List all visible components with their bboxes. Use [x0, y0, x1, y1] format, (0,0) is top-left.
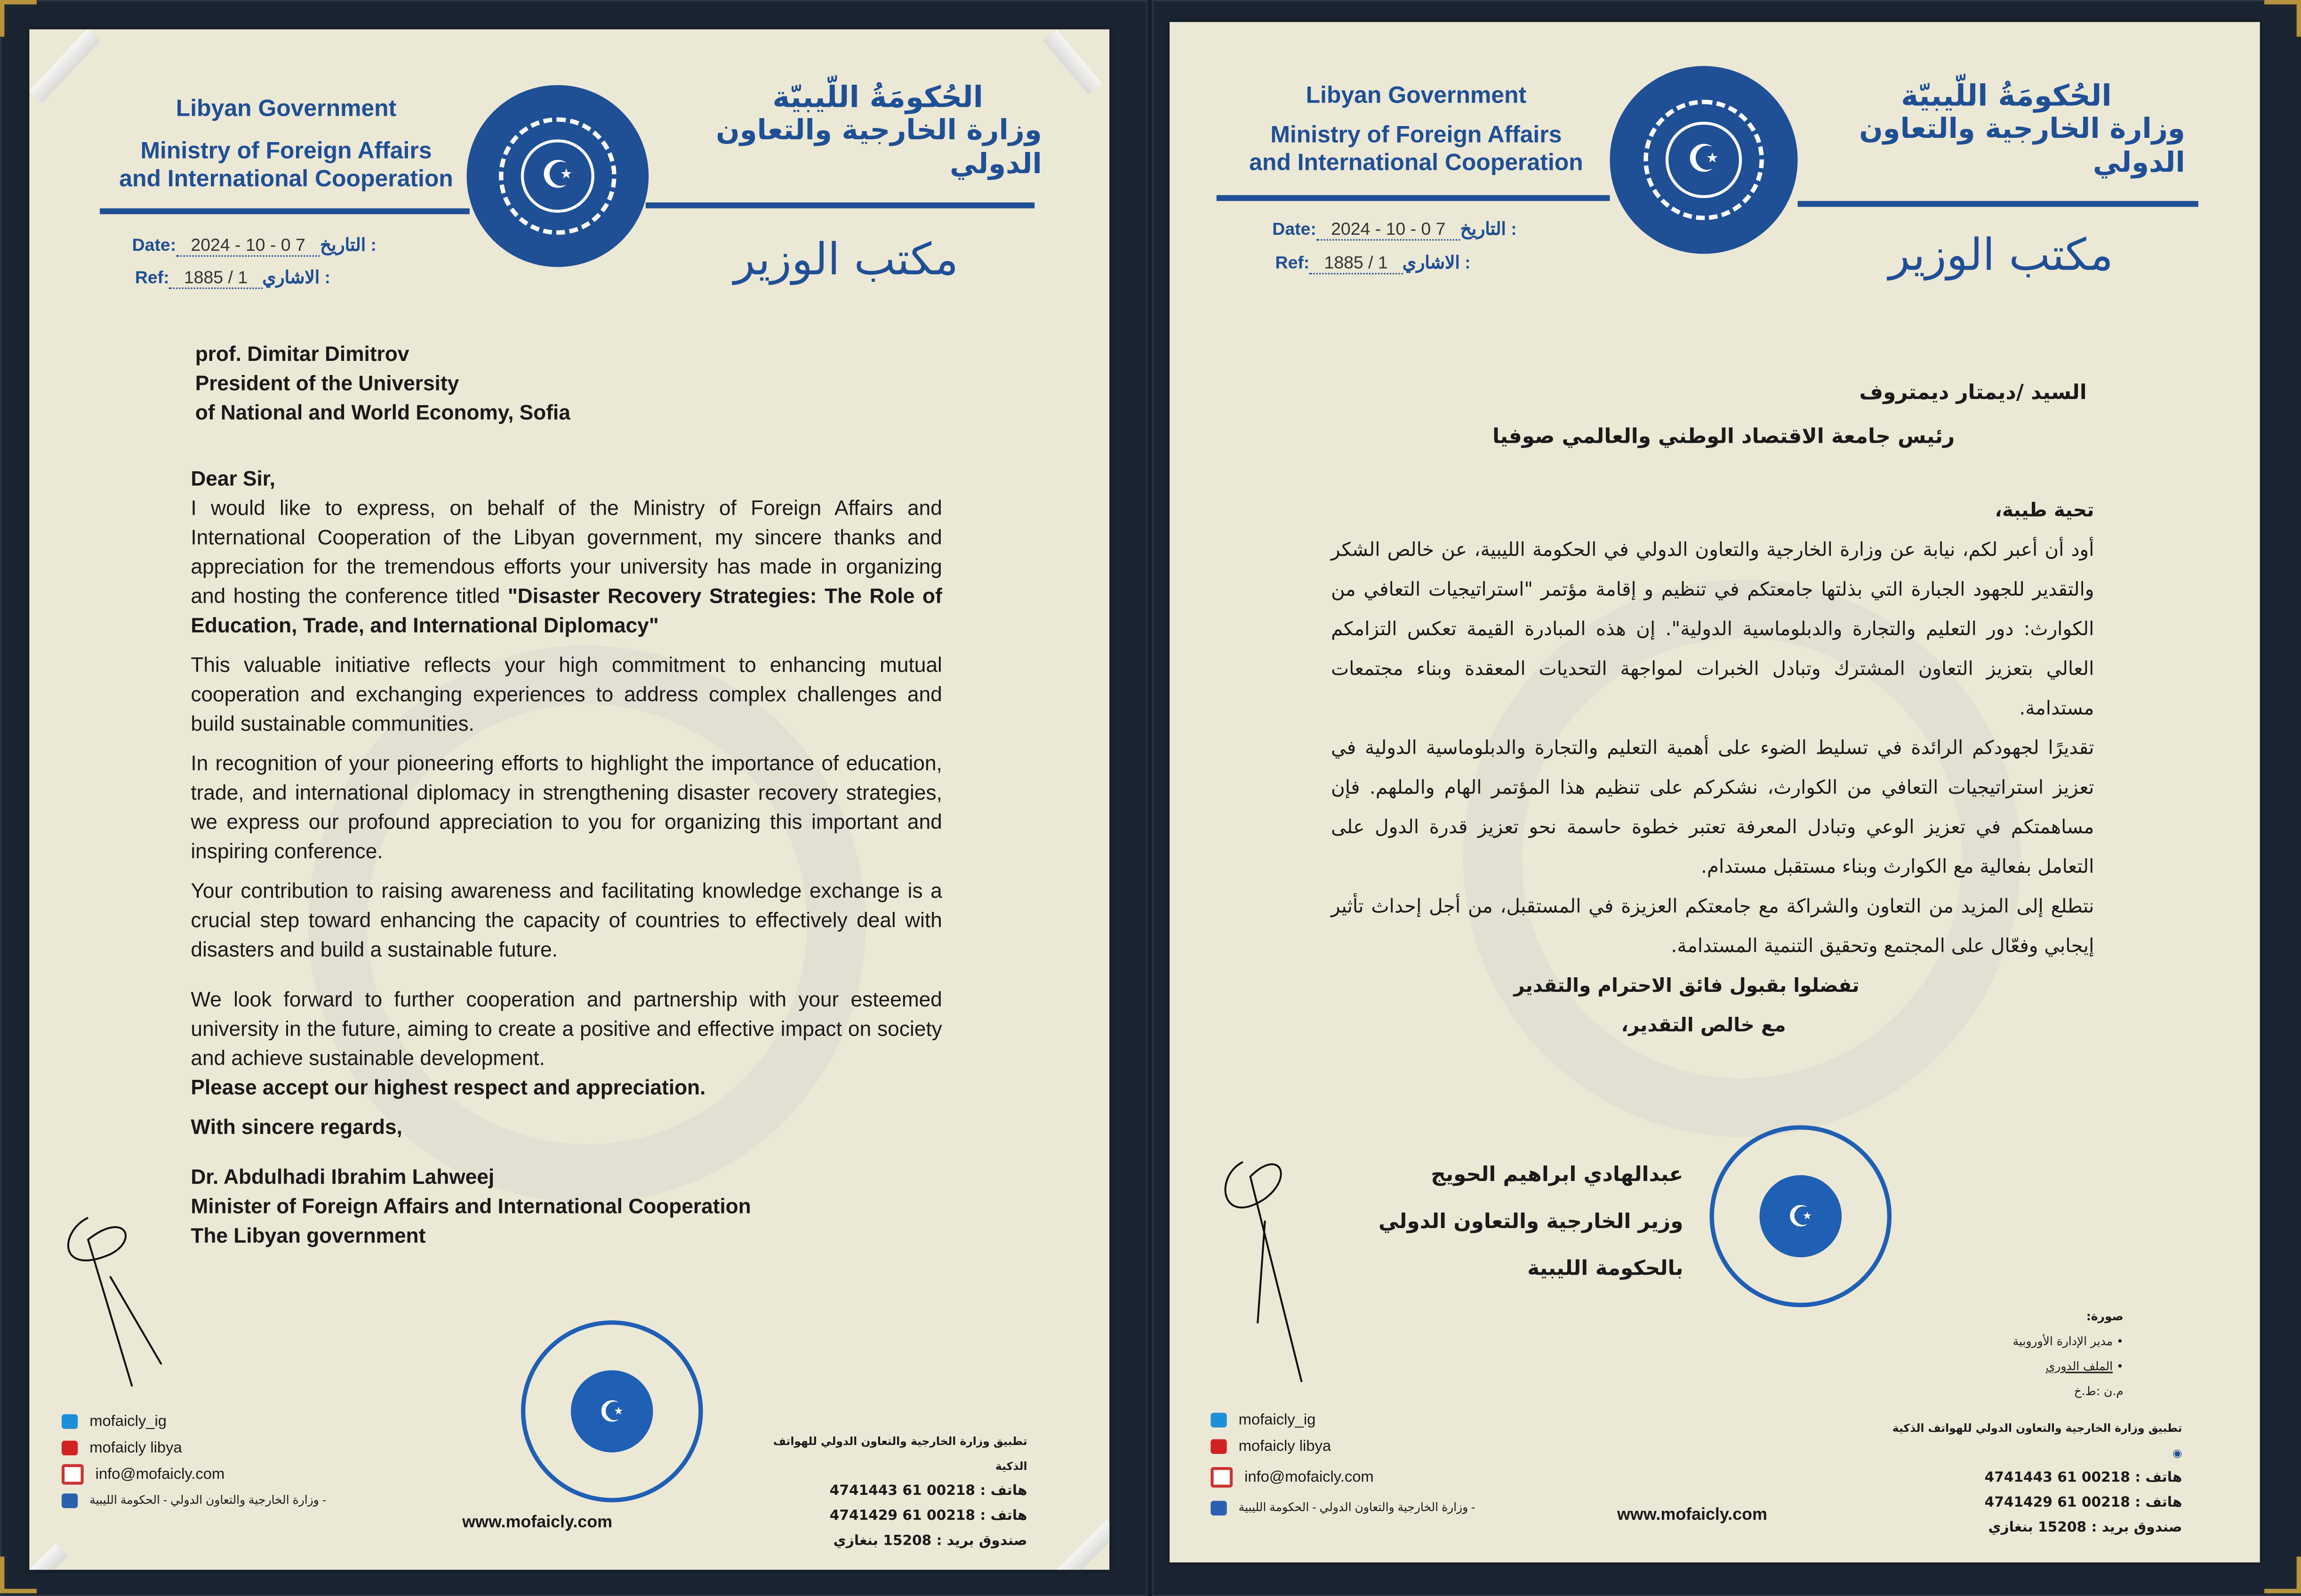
corner-ribbon — [1057, 1520, 1109, 1570]
ref-field: Ref: 1885 / 1 الاشاري : — [135, 267, 330, 287]
twitter-link[interactable]: mofaicly_ig — [62, 1408, 326, 1435]
minister-office: مكتب الوزير — [1888, 230, 2114, 282]
header-cooperation: and International Cooperation — [119, 167, 453, 192]
youtube-link[interactable]: mofaicly libya — [1211, 1433, 1475, 1460]
folder-corner — [2264, 0, 2301, 37]
government-emblem: ☪ — [1610, 66, 1797, 254]
signature — [1206, 1140, 1323, 1389]
header-gov: Libyan Government — [176, 96, 397, 122]
facebook-icon — [1211, 1500, 1227, 1515]
website-link[interactable]: www.mofaicly.com — [1617, 1507, 1767, 1524]
letter-body: Dear Sir, I would like to express, on behalf of the Ministry of Foreign Affairs and International Cooperation of the Libyan government, my sincere thanks and appreciation for the tremendous efforts your university has made in organizing and hosting the conference titled "Disaster Recovery Strategies: The Role of Education, Trade, and International Diplomacy" This valuable initiative reflects your high commitment to enhancing mutual cooperation and exchanging experiences to address complex challenges and build sustainable communities. In recognition of your pioneering efforts to highlight the importance of education, trade, and international diplomacy in strengthening disaster recovery strategies, we express our profound appreciation to you for organizing this important and inspiring conference. Your contribution to raising awareness and facilitating knowledge exchange is a crucial step toward enhancing the capacity of countries to effectively deal with disasters and build a sustainable future. We look forward to further cooperation and partnership with your esteemed university in the future, aiming to create a positive and effective impact on society and achieve sustainable development. Please accept our highest respect and appreciation. With sincere regards, Dr. Abdulhadi Ibrahim Lahweej Minister of Foreign Affairs and International Cooperation The Libyan government — [191, 465, 942, 1251]
corner-ribbon — [29, 29, 100, 103]
twitter-icon — [1211, 1413, 1227, 1428]
header-ar-ministry: وزارة الخارجية والتعاون الدولي — [1859, 113, 2185, 179]
corner-ribbon — [29, 1544, 68, 1570]
header-rule — [646, 202, 1034, 208]
header-cooperation: and International Cooperation — [1249, 151, 1583, 176]
date-field: Date: 2024 - 10 - 0 7 التاريخ : — [132, 235, 377, 255]
twitter-link[interactable]: mofaicly_ig — [1211, 1407, 1475, 1433]
signatory: Dr. Abdulhadi Ibrahim Lahweej Minister of Foreign Affairs and International Cooperation The Libyan government — [191, 1166, 751, 1249]
corner-ribbon — [1043, 29, 1102, 95]
contact-links — [62, 1408, 326, 1514]
contact-info-ar: تطبيق وزارة الخارجية والتعاون الدولي للهواتف الذكية ◉ هاتف : 00218 61 4741443 هاتف : 00218 61 4741429 صندوق بريد : 15208 بنغازي — [1892, 1421, 2182, 1536]
header-rule — [1217, 195, 1610, 201]
email-link[interactable]: info@mofaicly.com — [1211, 1464, 1475, 1491]
letter-english — [29, 29, 1109, 1570]
gmail-icon — [1211, 1468, 1233, 1488]
minister-office: مكتب الوزير — [734, 234, 959, 287]
header-rule — [100, 208, 470, 214]
youtube-link[interactable]: mofaicly libya — [62, 1435, 326, 1461]
youtube-icon — [1211, 1439, 1227, 1454]
signatory: عبدالهادي ابراهيم الحويج وزير الخارجية والتعاون الدولي بالحكومة الليبية — [1378, 1163, 1684, 1281]
folder-corner — [2264, 1556, 2301, 1593]
facebook-link[interactable]: وزارة الخارجية والتعاون الدولي - الحكومة الليبية - — [1211, 1495, 1475, 1521]
date-field: Date: 2024 - 10 - 0 7 التاريخ : — [1272, 219, 1516, 239]
header-gov: Libyan Government — [1306, 83, 1527, 109]
recipient: prof. Dimitar Dimitrov President of the University of National and World Economy, Sofia — [195, 343, 570, 426]
header-rule — [1798, 201, 2198, 207]
header-ar-ministry: وزارة الخارجية والتعاون الدولي — [716, 114, 1042, 180]
website-link[interactable]: www.mofaicly.com — [462, 1514, 612, 1532]
twitter-icon — [62, 1414, 78, 1429]
header-ministry: Ministry of Foreign Affairs — [1270, 124, 1562, 149]
official-stamp: ☪ — [521, 1320, 703, 1502]
email-link[interactable]: info@mofaicly.com — [62, 1461, 326, 1488]
facebook-icon — [62, 1493, 78, 1508]
signature — [51, 1203, 176, 1394]
letter-body: تحية طيبة، أود أن أعبر لكم، نيابة عن وزارة الخارجية والتعاون الدولي في الحكومة الليبية، عن خالص الشكر والتقدير للجهود الجبارة التي بذلتها جامعتكم في تنظيم و إقامة مؤتمر "استراتيجيات التعافي من الكوارث: دور التعليم والتجارة والدبلوماسية الدولية". إن هذه المبادرة القيمة تعكس التزامكم العالي بتعزيز التعاون المشترك وتبادل الخبرات لمواجهة التحديات المعقدة وبناء مجتمعات مستدامة. تقديرًا لجهودكم الرائدة في تسليط الضوء على أهمية التعليم والتجارة والدبلوماسية الدولية في تعزيز استراتيجيات التعافي من الكوارث، نشكركم على تنظيم هذا المؤتمر الهام والملهم. فإن مساهمتكم في تعزيز الوعي وتبادل المعرفة تعتبر خطوة حاسمة نحو تعزيز قدرة الدول على التعامل بفعالية مع الكوارث وبناء مستقبل مستدام. نتطلع إلى المزيد من التعاون والشراكة مع جامعتكم العزيزة في المستقبل، من أجل إحداث تأثير إيجابي وفعّال على المجتمع وتحقيق التنمية المستدامة. تفضلوا بقبول فائق الاحترام والتقدير مع خالص التقدير، — [1331, 500, 2094, 1037]
youtube-icon — [62, 1441, 78, 1456]
government-emblem: ☪ — [467, 85, 649, 267]
recipient: السيد /ديمتار ديمتروف رئيس جامعة الاقتصاد الوطني والعالمي صوفيا — [1492, 381, 2087, 449]
header-ar-gov: الحُكومَةُ اللّيبيّة — [1901, 78, 2112, 113]
ref-field: Ref: 1885 / 1 الاشاري : — [1275, 252, 1471, 273]
header-ar-gov: الحُكومَةُ اللّيبيّة — [772, 79, 984, 115]
gmail-icon — [62, 1464, 84, 1485]
facebook-link[interactable]: وزارة الخارجية والتعاون الدولي - الحكومة الليبية - — [62, 1488, 326, 1514]
letter-arabic — [1170, 22, 2260, 1563]
header-ministry: Ministry of Foreign Affairs — [140, 140, 432, 165]
contact-links — [1211, 1407, 1475, 1521]
app-icon: ◉ — [2173, 1446, 2182, 1460]
cc-list: صورة: • مدير الإدارة الأوروبية • الملف الدوري م.ن :ط.خ — [2012, 1310, 2124, 1398]
official-stamp: ☪ — [1709, 1125, 1892, 1308]
contact-info-ar: تطبيق وزارة الخارجية والتعاون الدولي للهواتف الذكية هاتف : 00218 61 4741443 هاتف : 00218 61 4741429 صندوق بريد : 15208 بنغازي — [773, 1435, 1027, 1549]
